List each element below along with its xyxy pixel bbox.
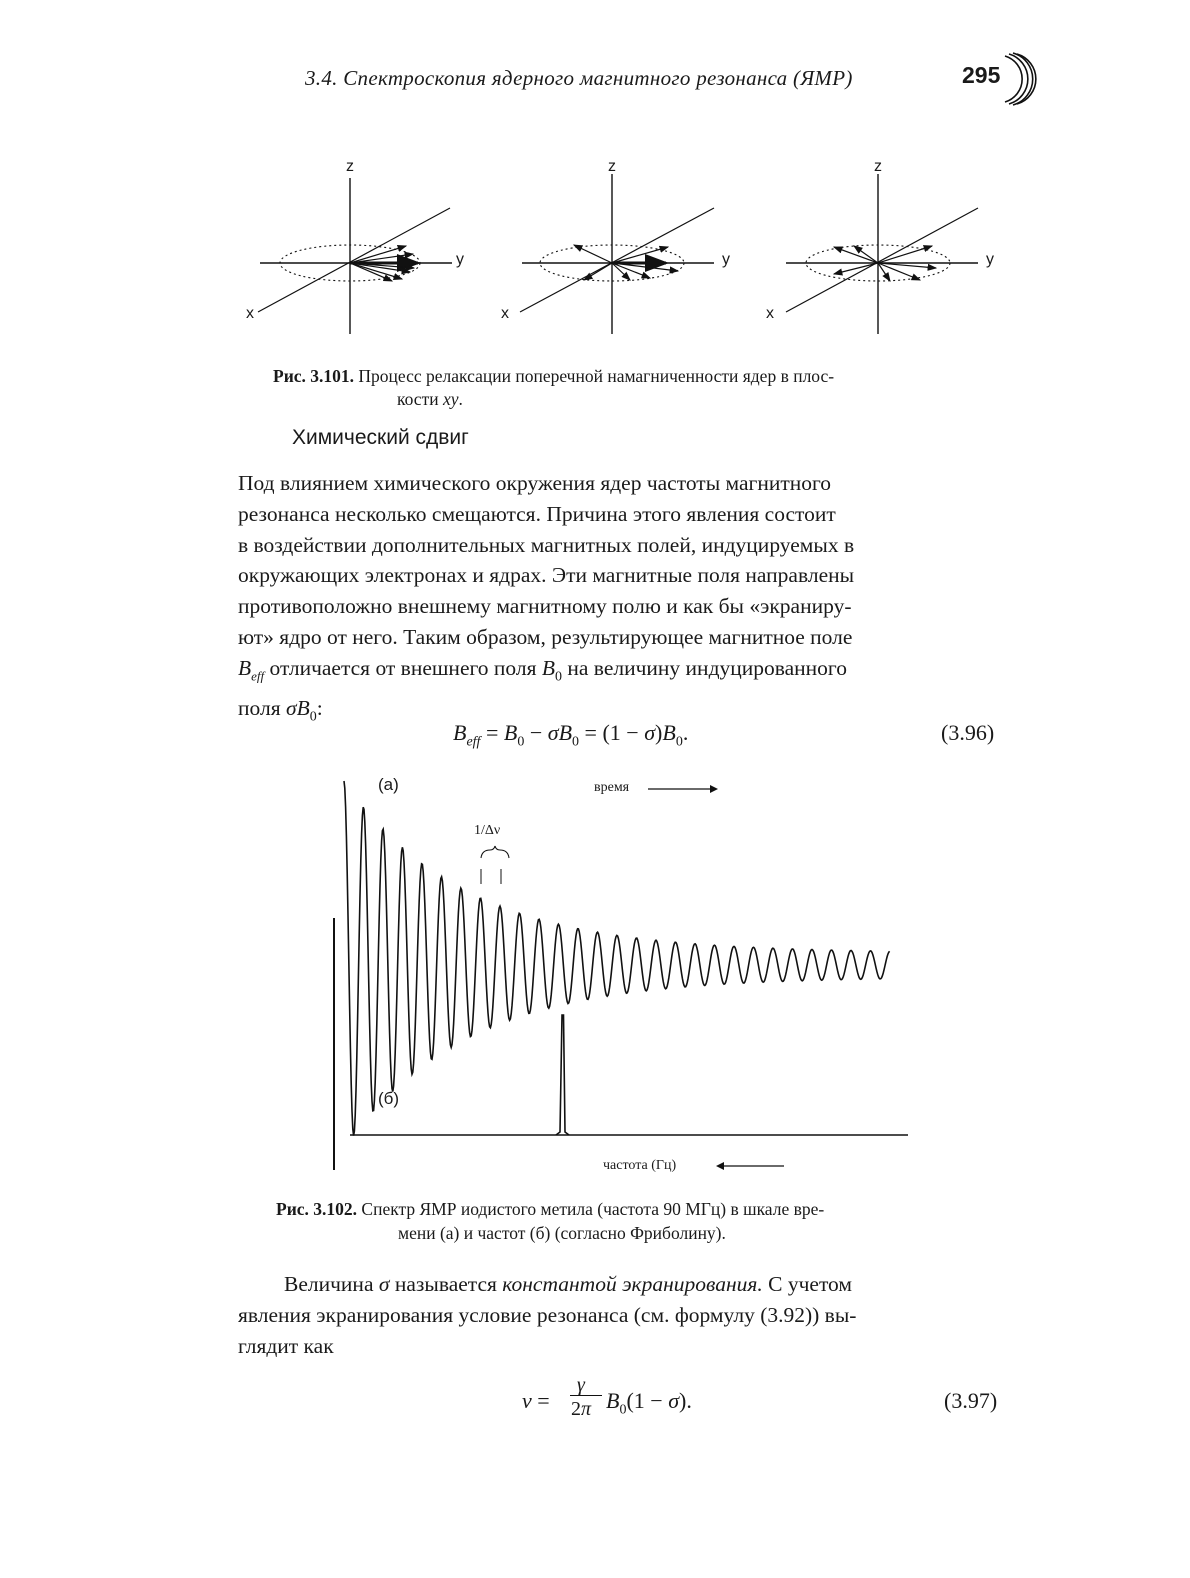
paragraph-1-line-8: поля $\sigma B_0$: — [238, 695, 323, 725]
diagram1-z-label: z — [346, 158, 354, 175]
page-number: 295 — [962, 62, 1001, 88]
paragraph-2-line-3: глядит как — [238, 1334, 334, 1358]
period-brace — [481, 846, 509, 858]
label-b: (б) — [378, 1089, 400, 1108]
fid-curve — [344, 781, 890, 1136]
diagram2-y-label: y — [722, 251, 730, 268]
diagram2-z-label: z — [608, 158, 616, 175]
equation-397-number: (3.97) — [944, 1388, 998, 1413]
paragraph-1-line: окружающих электронах и ядрах. Эти магнитные поля направлены — [238, 563, 855, 588]
figure-102-caption — [276, 1198, 1016, 1221]
diagram2-x-label: x — [501, 305, 509, 322]
figure-101-diagrams — [230, 150, 1010, 345]
time-arrow-head — [710, 785, 718, 793]
caption-101-line2: кости — [397, 389, 439, 409]
paragraph-1-line: в воздействии дополнительных магнитных полей, индуцируемых в — [238, 532, 855, 557]
paragraph-1-line-7: $B_{eff}$ отличается от внешнего поля $B_0$ на величину индуцированного — [238, 655, 847, 685]
relaxation-diagram-3 — [786, 174, 978, 334]
caption-101-var: xy — [442, 389, 459, 409]
paragraph-1-line: ют» ядро от него. Таким образом, результирующее магнитное поле — [238, 624, 853, 649]
period-label: 1/Δν — [474, 823, 501, 838]
frequency-axis-label: частота (Гц) — [603, 1158, 677, 1173]
term-shielding-constant: константой экранирования. — [502, 1272, 763, 1296]
diagram3-y-label: y — [986, 251, 994, 268]
section-heading: Химический сдвиг — [292, 426, 469, 449]
caption-102-line1: Спектр ЯМР иодистого метила (частота 90 МГц) в шкале вре- — [361, 1199, 825, 1219]
paragraph-2-line-1: Величина σ называется константой экранирования. С учетом — [284, 1272, 853, 1296]
caption-101-label: Рис. 3.101. — [273, 366, 355, 386]
caption-102-label: Рис. 3.102. — [276, 1199, 358, 1219]
freq-arrow-head — [716, 1162, 724, 1170]
paragraph-1-line: Под влиянием химического окружения ядер частоты магнитного — [238, 471, 832, 495]
figure-102-plot — [320, 770, 920, 1175]
paragraph-2-line-2: явления экранирования условие резонанса (см. формулу (3.92)) вы- — [238, 1303, 857, 1327]
caption-101-line1: Процесс релаксации поперечной намагниченности ядер в плос- — [358, 366, 835, 386]
equation-397: ν = γ 2π $B_0(1 - \sigma)$. — [522, 1374, 692, 1420]
paragraph-1 — [238, 468, 1008, 733]
relaxation-diagram-2 — [520, 174, 714, 334]
relaxation-diagram-1 — [258, 178, 452, 334]
diagram3-x-label: x — [766, 305, 774, 322]
diagram3-z-label: z — [874, 158, 882, 175]
diagram1-y-label: y — [456, 251, 464, 268]
page-corner-arcs-icon — [1000, 48, 1040, 108]
figure-101-caption-line2 — [397, 388, 463, 411]
label-a: (a) — [378, 775, 399, 794]
spectrum-peak — [556, 1015, 569, 1135]
paragraph-1-line: противоположно внешнему магнитному полю и как бы «экраниру- — [238, 594, 852, 619]
running-title: 3.4. Спектроскопия ядерного магнитного резонанса (ЯМР) — [305, 66, 853, 90]
time-axis-label: время — [594, 780, 630, 795]
equation-396-number: (3.96) — [941, 720, 995, 745]
diagram1-x-label: x — [246, 305, 254, 322]
caption-102-line2: мени (а) и частот (б) (согласно Фриболину). — [398, 1223, 726, 1243]
paragraph-1-line: резонанса несколько смещаются. Причина этого явления состоит — [238, 501, 836, 526]
equation-396: $B_{eff} = B_0 - \sigma B_0 = (1 - \sigma)B_0$. — [453, 720, 689, 750]
caption-101-end: . — [458, 389, 463, 409]
figure-101-caption — [273, 365, 1013, 388]
